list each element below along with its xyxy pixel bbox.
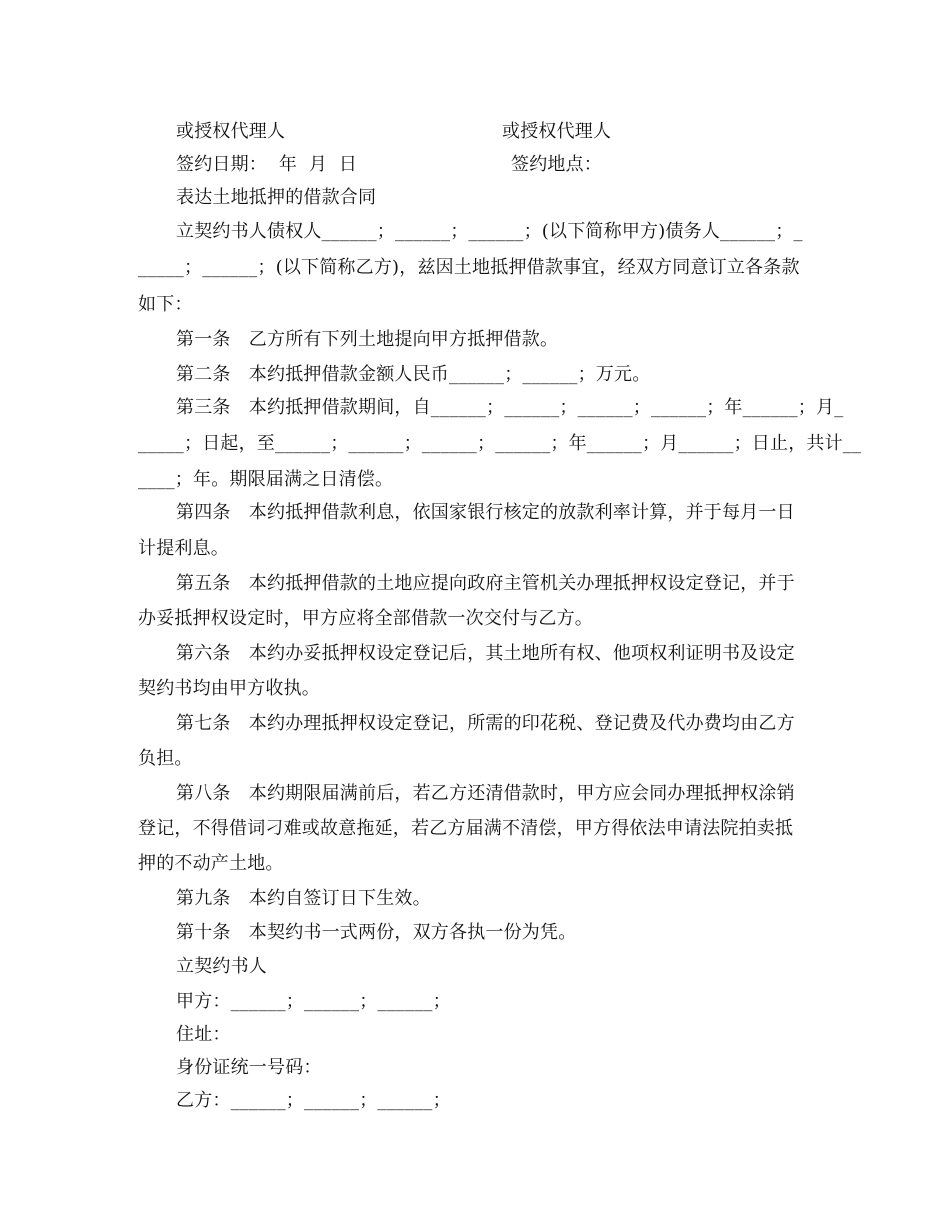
sign-place-label: 签约地点：: [511, 154, 602, 175]
article-4-line-2: 计提利息。: [138, 538, 229, 559]
intro-line-1: 立契约书人债权人______；______；______；(以下简称甲方)债务人______；_: [176, 221, 803, 242]
article-6-line-2: 契约书均由甲方收执。: [138, 678, 320, 699]
header-left-agent: 或授权代理人: [176, 121, 286, 142]
article-5-line-2: 办妥抵押权设定时，甲方应将全部借款一次交付与乙方。: [138, 608, 593, 629]
article-8-line-1: 第八条 本约期限届满前后，若乙方还清借款时，甲方应会同办理抵押权涂销: [176, 783, 795, 804]
intro-line-2: _____；______；(以下简称乙方)，兹因土地抵押借款事宜，经双方同意订立各条款: [138, 257, 800, 278]
sign-date-label: 签约日期： 年 月 日: [176, 154, 358, 175]
signers-label: 立契约书人: [176, 956, 267, 977]
contract-title: 表达土地抵押的借款合同: [176, 187, 377, 208]
article-3-line-1: 第三条 本约抵押借款期间，自______；______；______；______；年______；月_: [176, 397, 844, 418]
article-9: 第九条 本约自签订日下生效。: [176, 888, 431, 909]
article-3-line-2: _____；日起，至______；______；______；______；年______；月______；日止，共计__: [138, 433, 862, 454]
article-4-line-1: 第四条 本约抵押借款利息，依国家银行核定的放款利率计算，并于每月一日: [176, 502, 795, 523]
address-label: 住址：: [176, 1024, 231, 1045]
article-5-line-1: 第五条 本约抵押借款的土地应提向政府主管机关办理抵押权设定登记，并于: [176, 573, 795, 594]
article-8-line-2: 登记，不得借词刁难或故意拖延，若乙方届满不清偿，甲方得依法申请法院拍卖抵: [138, 818, 794, 839]
header-right-agent: 或授权代理人: [502, 121, 612, 142]
article-6-line-1: 第六条 本约办妥抵押权设定登记后，其土地所有权、他项权利证明书及设定: [176, 643, 795, 664]
article-7-line-2: 负担。: [138, 748, 193, 769]
intro-line-3: 如下：: [138, 294, 193, 315]
article-8-line-3: 押的不动产土地。: [138, 853, 284, 874]
party-b-line: 乙方：______；______；______；: [176, 1090, 451, 1111]
article-1: 第一条 乙方所有下列土地提向甲方抵押借款。: [176, 329, 559, 350]
article-7-line-1: 第七条 本约办理抵押权设定登记，所需的印花税、登记费及代办费均由乙方: [176, 713, 795, 734]
article-10: 第十条 本契约书一式两份，双方各执一份为凭。: [176, 922, 577, 943]
article-3-line-3: ____；年。期限届满之日清偿。: [138, 469, 394, 490]
id-number-label: 身份证统一号码：: [176, 1057, 322, 1078]
article-2: 第二条 本约抵押借款金额人民币______；______；万元。: [176, 364, 651, 385]
party-a-line: 甲方：______；______；______；: [176, 991, 451, 1012]
